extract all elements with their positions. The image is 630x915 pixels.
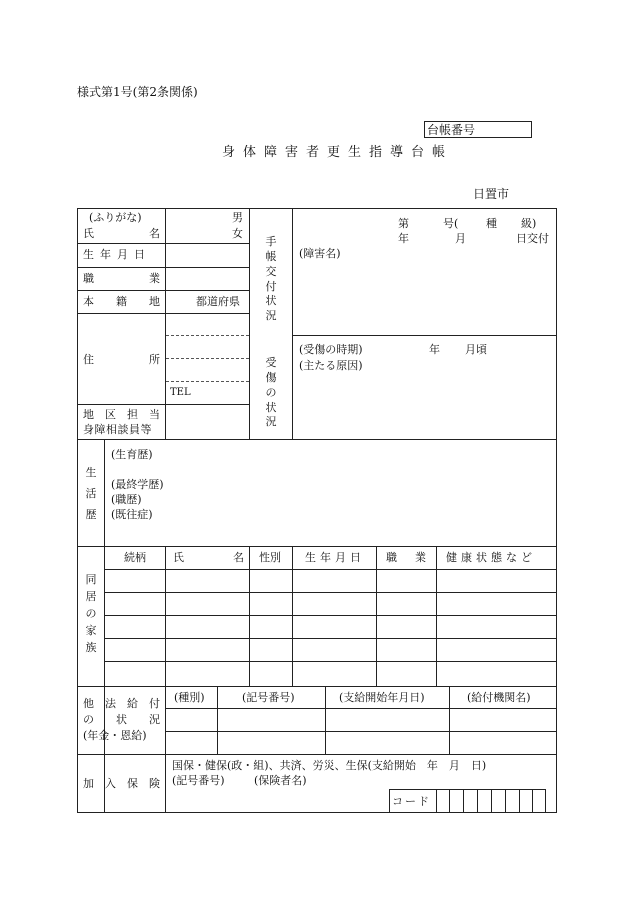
- name-label: 氏 名: [83, 227, 160, 240]
- code-digit-cell[interactable]: [519, 789, 520, 813]
- disability-name-label: (障害名): [299, 247, 341, 260]
- counselor-label-1: 地 区 担 当: [83, 408, 160, 421]
- notebook-dai: 第: [398, 217, 409, 230]
- female-label: 女: [232, 227, 243, 240]
- education-label: (最終学歴): [111, 478, 164, 491]
- notebook-kyu: 級): [521, 217, 537, 230]
- injury-month: 月頃: [465, 343, 487, 356]
- notebook-go: 号(: [443, 217, 459, 230]
- history-label: 生活歴: [85, 466, 97, 521]
- family-col-relation: 続柄: [124, 551, 146, 564]
- code-digit-cell[interactable]: [505, 789, 506, 813]
- insurance-types: 国保・健保(政・組)、共済、労災、生保(支給開始 年 月 日): [172, 759, 487, 772]
- benefits-col-start: (支給開始年月日): [339, 691, 425, 704]
- address-label: 住 所: [83, 353, 160, 366]
- family-col-dob: 生年月日: [305, 551, 365, 564]
- benefits-col-type: (種別): [174, 691, 205, 704]
- dob-label: 生 年 月 日: [83, 248, 145, 261]
- upbringing-label: (生育歴): [111, 448, 153, 461]
- injury-status-label: 受傷の状況: [265, 356, 277, 429]
- insurance-code-number-label: (記号番号): [172, 774, 225, 787]
- family-label: 同居の家族: [85, 573, 97, 655]
- tel-label: TEL: [170, 387, 191, 398]
- benefits-col-code: (記号番号): [242, 691, 295, 704]
- prefecture-label: 都道府県: [196, 295, 240, 308]
- city-name: 日置市: [473, 187, 510, 201]
- page-title: 身体障害者更生指導台帳: [222, 145, 454, 160]
- work-history-label: (職歴): [111, 493, 142, 506]
- family-col-health: 健康状態など: [446, 551, 536, 564]
- insurance-label: 加 入 保 険: [83, 777, 160, 790]
- code-digit-cell[interactable]: [491, 789, 492, 813]
- code-digit-cell[interactable]: [463, 789, 464, 813]
- furigana-label: (ふりがな): [89, 211, 142, 224]
- form-number: 様式第1号(第2条関係): [77, 85, 198, 99]
- code-label: コード: [392, 795, 431, 808]
- counselor-label-2: 身障相談員等: [83, 423, 152, 436]
- insurer-name-label: (保険者名): [254, 774, 307, 787]
- benefits-label-3: (年金・恩給): [83, 729, 147, 742]
- ledger-number-label: 台帳番号: [427, 123, 476, 137]
- benefits-label-2: の 状 況: [83, 713, 160, 726]
- family-col-givenname: 名: [233, 551, 244, 564]
- family-col-occupation: 職 業: [386, 551, 426, 564]
- occupation-label: 職 業: [83, 272, 160, 285]
- notebook-issued: 日交付: [516, 232, 549, 245]
- code-digit-cell[interactable]: [532, 789, 533, 813]
- family-col-surname: 氏: [173, 551, 184, 564]
- notebook-shu: 種: [486, 217, 497, 230]
- medical-history-label: (既往症): [111, 508, 153, 521]
- injury-year: 年: [429, 343, 440, 356]
- benefits-col-agency: (給付機関名): [467, 691, 531, 704]
- code-digit-cell[interactable]: [449, 789, 450, 813]
- notebook-status-label: 手帳交付状況: [265, 235, 277, 323]
- notebook-year: 年: [398, 232, 409, 245]
- injury-cause-label: (主たる原因): [299, 359, 363, 372]
- code-digit-cell[interactable]: [477, 789, 478, 813]
- male-label: 男: [232, 211, 243, 224]
- family-col-sex: 性別: [259, 551, 281, 564]
- domicile-label: 本 籍 地: [83, 295, 160, 308]
- injury-time-label: (受傷の時期): [299, 343, 363, 356]
- notebook-month: 月: [455, 232, 466, 245]
- benefits-label-1: 他 法 給 付: [83, 697, 160, 710]
- ledger-number-box[interactable]: [424, 121, 532, 138]
